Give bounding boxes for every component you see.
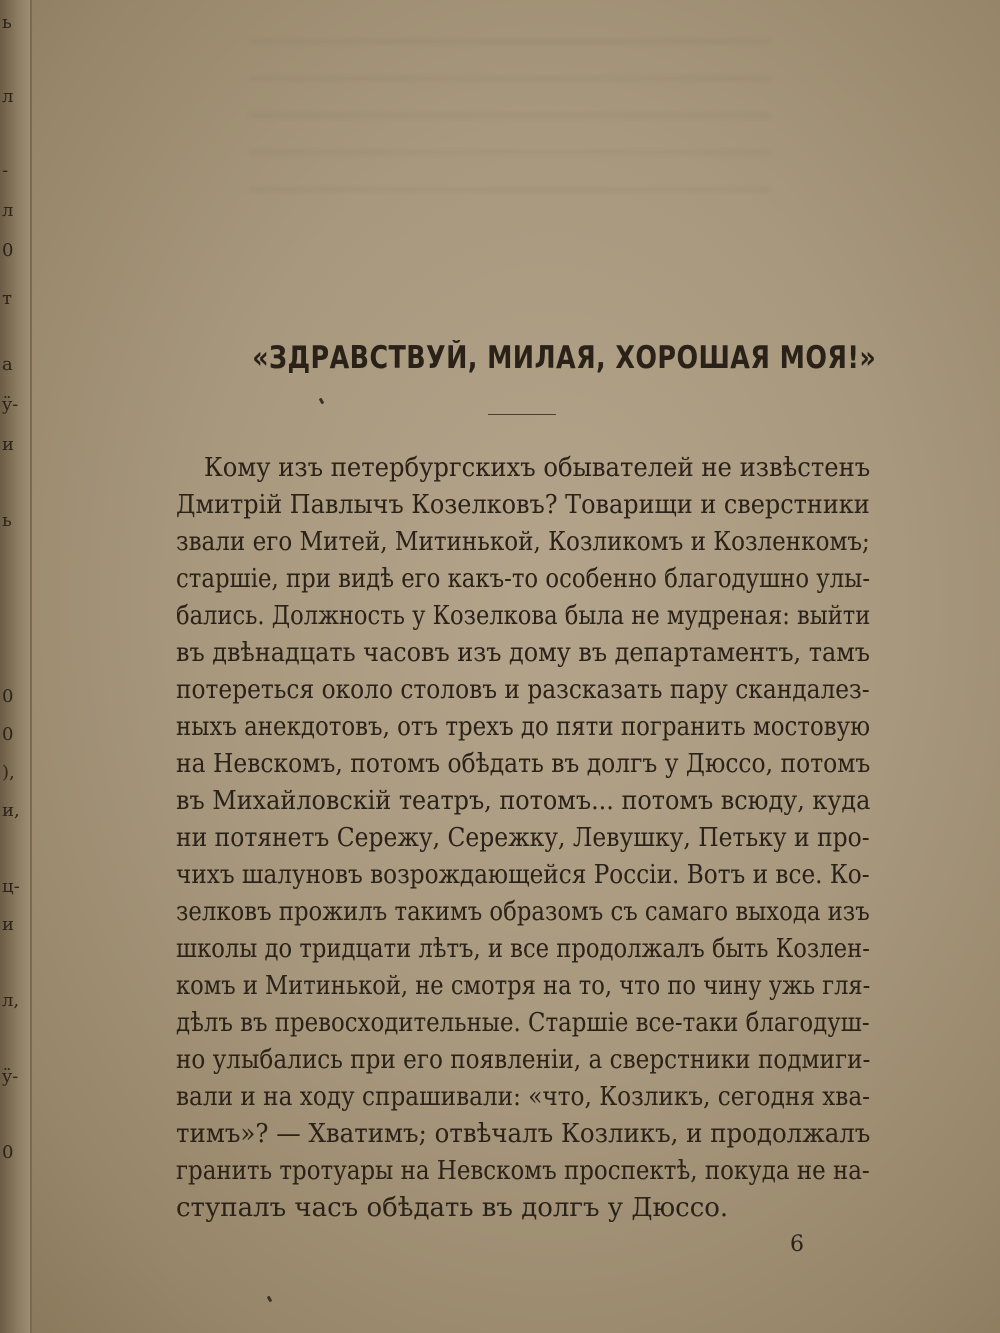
paper-speck xyxy=(267,1296,273,1303)
margin-glyph: - xyxy=(2,160,9,181)
margin-glyph: 0 xyxy=(2,724,14,745)
text-line: бались. Должность у Козелкова была не мудреная: выйти xyxy=(176,601,871,631)
text-line: ныхъ анекдотовъ, отъ трехъ до пяти погранить мостовую xyxy=(176,712,871,742)
text-line: Кому изъ петербургскихъ обывателей не извѣстенъ xyxy=(203,453,871,483)
text-line: на Невскомъ, потомъ обѣдать въ долгъ у Дюссо, потомъ xyxy=(176,749,871,779)
text-line: Дмитрій Павлычъ Козелковъ? Товарищи и сверстники xyxy=(176,490,870,520)
text-line: комъ и Митинькой, не смотря на то, что по чину ужь гля- xyxy=(176,971,871,1001)
title-divider xyxy=(488,414,556,415)
text-line: гранить тротуары на Невскомъ проспектѣ, покуда не на- xyxy=(176,1156,870,1186)
margin-glyph: л, xyxy=(2,990,20,1011)
margin-glyph: л xyxy=(2,86,14,107)
margin-glyph: а xyxy=(2,354,13,375)
margin-glyph: ÿ- xyxy=(2,394,19,415)
margin-glyph: ÿ- xyxy=(2,1066,19,1087)
text-line: ни потянетъ Сережу, Сережку, Левушку, Петьку и про- xyxy=(176,823,870,853)
chapter-title: «ЗДРАВСТВУЙ, МИЛАЯ, ХОРОШАЯ МОЯ!» xyxy=(252,340,877,376)
text-line: ступалъ часъ обѣдать въ долгъ у Дюссо. xyxy=(176,1193,729,1223)
margin-glyph: ь xyxy=(2,12,12,33)
margin-glyph: ц- xyxy=(2,876,20,897)
text-line: зелковъ прожилъ такимъ образомъ съ самаго выхода изъ xyxy=(176,897,870,927)
margin-glyph: и xyxy=(2,434,14,455)
page-number: 6 xyxy=(790,1232,804,1257)
text-line: въ Михайловскій театръ, потомъ... потомъ всюду, куда xyxy=(176,786,871,816)
previous-page-edge xyxy=(0,0,32,1333)
margin-glyph: т xyxy=(2,288,12,309)
margin-glyph: ь xyxy=(2,510,12,531)
text-line: старшіе, при видѣ его какъ-то особенно благодушно улы- xyxy=(176,564,871,594)
text-line: въ двѣнадцать часовъ изъ дому въ департаментъ, тамъ xyxy=(176,638,870,668)
text-line: чихъ шалуновъ возрождающейся Россіи. Вотъ и все. Ко- xyxy=(176,860,870,890)
text-line: тимъ»? — Хватимъ; отвѣчалъ Козликъ, и продолжалъ xyxy=(176,1119,871,1149)
margin-glyph: ), xyxy=(2,762,15,783)
margin-glyph: 0 xyxy=(2,686,14,707)
margin-glyph: 0 xyxy=(2,1142,14,1163)
text-line: школы до тридцати лѣтъ, и все продолжалъ быть Козлен- xyxy=(176,934,870,964)
margin-glyph: 0 xyxy=(2,240,14,261)
text-line: вали и на ходу спрашивали: «что, Козликъ, сегодня хва- xyxy=(176,1082,870,1112)
body-text xyxy=(176,450,870,1227)
text-line: потереться около столовъ и разсказать пару скандалез- xyxy=(176,675,870,705)
margin-glyph: и xyxy=(2,914,14,935)
text-line: но улыбались при его появленіи, а сверстники подмиги- xyxy=(176,1045,871,1075)
margin-glyph: и, xyxy=(2,800,20,821)
paper-speck xyxy=(319,398,325,405)
text-line: дѣлъ въ превосходительные. Старшіе все-таки благодуш- xyxy=(176,1008,870,1038)
margin-glyph: л xyxy=(2,200,14,221)
show-through-text xyxy=(250,40,770,220)
text-line: звали его Митей, Митинькой, Козликомъ и Козленкомъ; xyxy=(176,527,870,557)
